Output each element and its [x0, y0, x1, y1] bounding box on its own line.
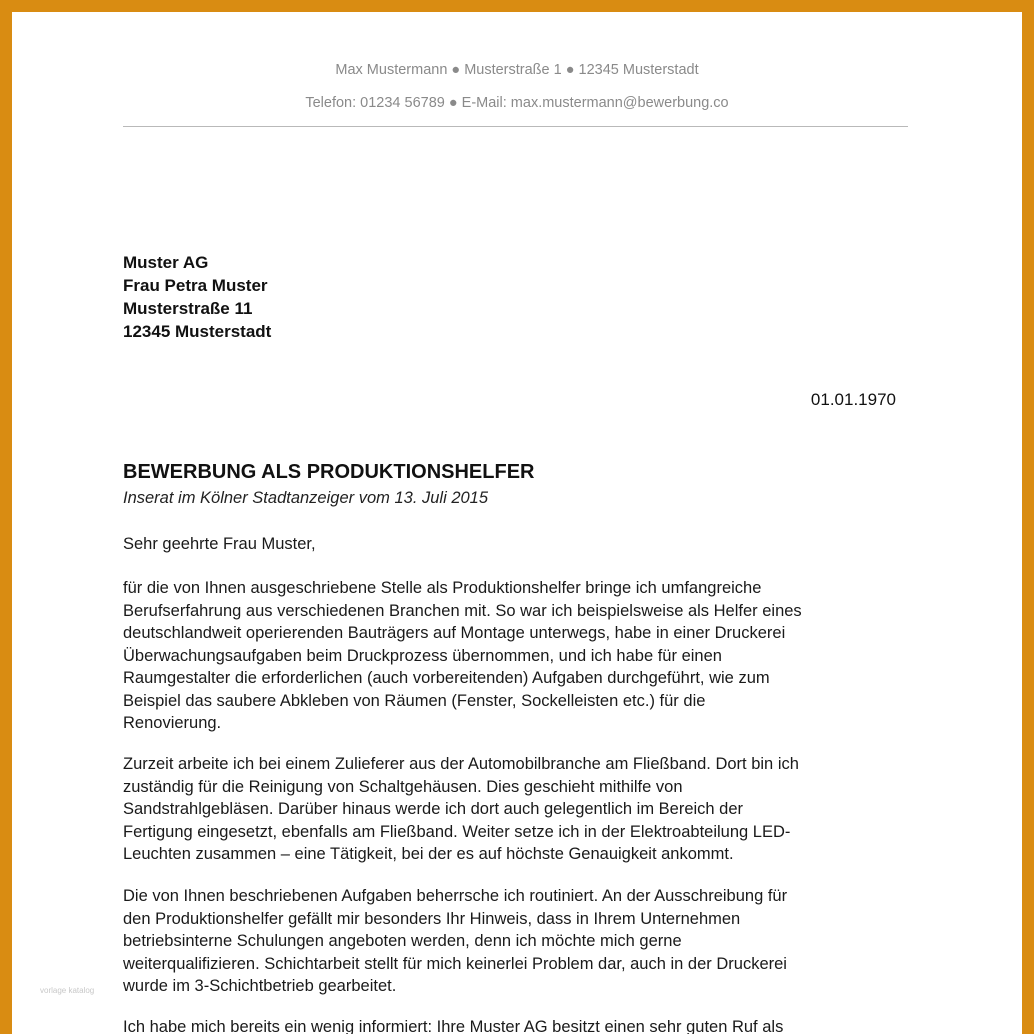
subject-line: BEWERBUNG ALS PRODUKTIONSHELFER: [123, 461, 535, 483]
body-paragraph-2: [123, 753, 913, 866]
header-divider: [123, 126, 908, 127]
recipient-city: 12345 Musterstadt: [123, 322, 272, 341]
body-line: Die von Ihnen beschriebenen Aufgaben beherrsche ich routiniert. An der Ausschreibung für: [123, 887, 788, 905]
body-line: Sandstrahlgebläsen. Darüber hinaus werde ich dort auch gelegentlich im Bereich der: [123, 800, 744, 818]
body-line: Überwachungsaufgaben beim Druckprozess übernommen, und ich habe für einen: [123, 646, 722, 665]
body-line: weiterqualifizieren. Schichtarbeit stellt für mich keinerlei Problem dar, auch in der Druckerei: [123, 954, 787, 973]
recipient-street: Musterstraße 11: [123, 299, 253, 318]
body-line: für die von Ihnen ausgeschriebene Stelle als Produktionshelfer bringe ich umfangreiche: [123, 579, 762, 597]
salutation: Sehr geehrte Frau Muster,: [123, 535, 316, 553]
body-line: Fertigung eingesetzt, ebenfalls am Fließband. Weiter setze ich in der Elektroabteilung LED-: [123, 822, 791, 841]
body-line: wurde im 3-Schichtbetrieb gearbeitet.: [123, 977, 397, 995]
body-line: Renovierung.: [123, 714, 222, 732]
recipient-person: Frau Petra Muster: [123, 276, 268, 295]
watermark-text: vorlage katalog: [40, 986, 95, 995]
body-line: Berufserfahrung aus verschiedenen Branchen mit. So war ich beispielsweise als Helfer eines: [123, 601, 802, 620]
body-line: den Produktionshelfer gefällt mir besonders Ihr Hinweis, dass in Ihrem Unternehmen: [123, 909, 741, 928]
letter-page: [12, 12, 1022, 1034]
sender-address-line: Max Mustermann ● Musterstraße 1 ● 12345 Musterstadt: [335, 62, 699, 78]
body-line: betriebsinterne Schulungen angeboten werden, denn ich möchte mich gerne: [123, 932, 682, 950]
body-paragraph-4: [123, 1016, 913, 1034]
body-line: Raumgestalter die erforderlichen (auch vorbereitenden) Aufgaben durchgeführt, wie zum: [123, 669, 770, 687]
sender-contact-line: Telefon: 01234 56789 ● E-Mail: max.mustermann@bewerbung.co: [305, 95, 729, 111]
recipient-address: [123, 251, 271, 343]
body-line: zuständig für die Reinigung von Schaltgehäusen. Dies geschieht mithilfe von: [123, 777, 683, 796]
recipient-company: Muster AG: [123, 253, 209, 272]
body-paragraph-1: [123, 577, 913, 735]
reference-line: Inserat im Kölner Stadtanzeiger vom 13. Juli 2015: [123, 489, 489, 507]
body-line: Leuchten zusammen – eine Tätigkeit, bei der es auf höchste Genauigkeit ankommt.: [123, 845, 734, 863]
body-line: Zurzeit arbeite ich bei einem Zulieferer aus der Automobilbranche am Fließband. Dort bin ich: [123, 755, 799, 773]
body-line: Beispiel das saubere Abkleben von Räumen (Fenster, Sockelleisten etc.) für die: [123, 691, 706, 710]
body-line: deutschlandweit operierenden Bauträgers auf Montage unterwegs, habe in einer Druckerei: [123, 624, 786, 642]
body-line: Ich habe mich bereits ein wenig informiert: Ihre Muster AG besitzt einen sehr guten Ruf als: [123, 1018, 784, 1034]
letter-date: 01.01.1970: [810, 390, 896, 409]
body-paragraph-3: [123, 885, 913, 998]
